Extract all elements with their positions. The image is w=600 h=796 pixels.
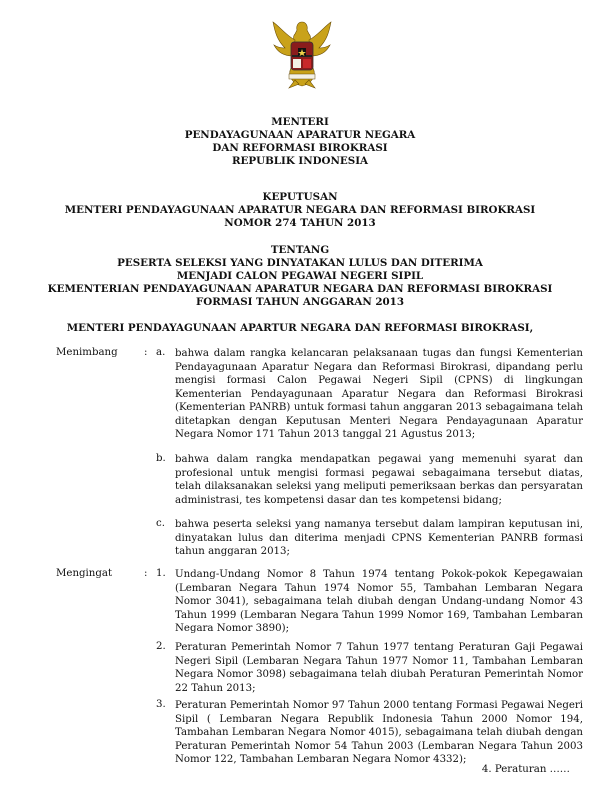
list-item: Undang-Undang Nomor 8 Tahun 1974 tentang Pokok-pokok Kepegawaian (Lembaran Negara Tahun 1974 Nomor 55, Tambahan Lembaran Negara Nomor 3041), sebagaimana telah diubah dengan Undang-undang Nomor 43 Tahun 1999 (Lembaran Negara Tahun 1999 Nomor 169, Tambahan Lembaran Negara Nomor 3890); — [175, 569, 583, 634]
list-marker: 3. — [156, 699, 166, 710]
list-marker: c. — [156, 518, 165, 529]
header-line: DAN REFORMASI BIROKRASI — [212, 142, 388, 154]
page-continuation: 4. Peraturan …… — [481, 764, 570, 775]
menimbang-label: Menimbang — [56, 347, 118, 358]
header-line: MENTERI — [271, 116, 329, 128]
list-marker: 2. — [156, 641, 166, 652]
list-item: bahwa dalam rangka mendapatkan pegawai yang memenuhi syarat dan profesional untuk mengisi formasi pegawai sebagaimana tersebut diatas, telah dilaksanakan seleksi yang meliputi pemeriksaan berkas dan persyaratan administrasi, tes kompetensi dasar dan tes kompetensi bidang; — [175, 454, 583, 506]
list-item: Peraturan Pemerintah Nomor 97 Tahun 2000 tentang Formasi Pegawai Negeri Sipil ( Lembaran Negara Republik Indonesia Tahun 2000 Nomor 194, Tambahan Lembaran Negara Nomor 4015), sebagaimana telah diubah dengan Peraturan Pemerintah Nomor 54 Tahun 2003 (Lembaran Negara Tahun 2003 Nomor 122, Tambahan Lembaran Negara Nomor 4332); — [175, 700, 583, 765]
minister-line: MENTERI PENDAYAGUNAAN APARTUR NEGARA DAN REFORMASI BIROKRASI, — [66, 322, 534, 334]
list-item: bahwa dalam rangka kelancaran pelaksanaan tugas dan fungsi Kementerian Pendayagunaan Aparatur Negara dan Reformasi Birokrasi, dipandang perlu mengisi formasi Calon Pegawai Negeri Sipil (CPNS) di lingkungan Kementerian Pendayagunaan Aparatur Negara dan Reformasi Birokrasi (Kementerian PANRB) untuk formasi tahun anggaran 2013 sebagaimana telah ditetapkan dengan Keputusan Menteri Negara Pendayagunaan Aparatur Negara Nomor 171 Tahun 2013 tanggal 21 Agustus 2013; — [175, 348, 583, 440]
list-marker: 1. — [156, 568, 166, 579]
list-marker: b. — [156, 453, 166, 464]
subject-line: PESERTA SELEKSI YANG DINYATAKAN LULUS DAN DITERIMA — [117, 257, 483, 269]
decision-title — [0, 191, 600, 230]
mengingat-colon: : — [144, 568, 148, 579]
subject-line: MENJADI CALON PEGAWAI NEGERI SIPIL — [176, 270, 424, 282]
garuda-pancasila-emblem — [271, 18, 333, 90]
menimbang-colon: : — [144, 347, 148, 358]
list-item: bahwa peserta seleksi yang namanya tersebut dalam lampiran keputusan ini, dinyatakan lulus dan diterima menjadi CPNS Kementerian PANRB formasi tahun anggaran 2013; — [175, 519, 583, 557]
subject-line: KEMENTERIAN PENDAYAGUNAAN APARATUR NEGARA DAN REFORMASI BIROKRASI — [47, 283, 553, 295]
header-line: REPUBLIK INDONESIA — [231, 155, 369, 167]
subject-line: TENTANG — [270, 244, 330, 256]
mengingat-label: Mengingat — [56, 568, 113, 579]
header-line: PENDAYAGUNAAN APARATUR NEGARA — [184, 129, 416, 141]
decision-subject — [0, 244, 600, 309]
subject-line: FORMASI TAHUN ANGGARAN 2013 — [195, 296, 405, 308]
decision-line: MENTERI PENDAYAGUNAAN APARATUR NEGARA DAN REFORMASI BIROKRASI — [64, 204, 536, 216]
list-marker: a. — [156, 347, 166, 358]
ministry-header — [0, 116, 600, 168]
list-item: Peraturan Pemerintah Nomor 7 Tahun 1977 tentang Peraturan Gaji Pegawai Negeri Sipil (Lembaran Negara Tahun 1977 Nomor 11, Tambahan Lembaran Negara Nomor 3098) sebagaimana telah diubah Peraturan Pemerintah Nomor 22 Tahun 2013; — [175, 642, 583, 694]
decision-line: NOMOR 274 TAHUN 2013 — [224, 217, 376, 229]
decision-line: KEPUTUSAN — [262, 191, 338, 203]
